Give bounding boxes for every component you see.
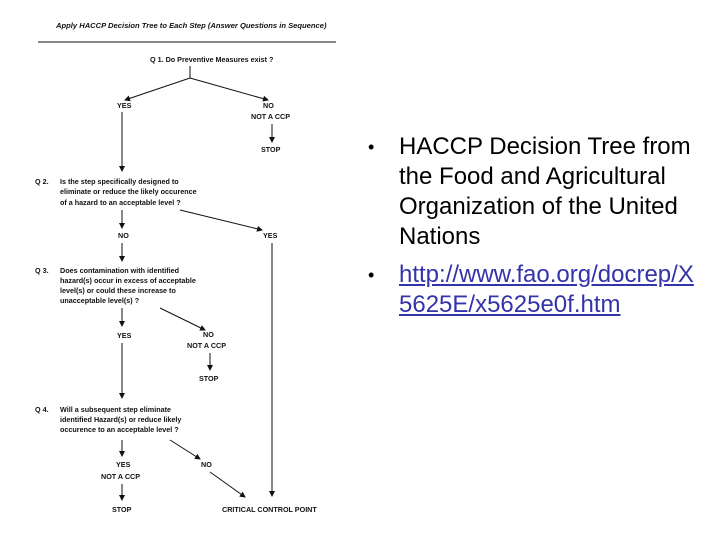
q2-line-1: Is the step specifically designed to: [60, 177, 179, 186]
tree-title: Apply HACCP Decision Tree to Each Step (Answer Questions in Sequence): [56, 21, 327, 30]
q4-no-label: NO: [201, 460, 212, 469]
q3-no-arrow: [160, 308, 205, 330]
q4-line-1: Will a subsequent step eliminate: [60, 405, 171, 414]
q3-yes-label: YES: [117, 331, 132, 340]
bullet-list: [368, 132, 698, 328]
q1-text: Q 1. Do Preventive Measures exist ?: [150, 55, 274, 64]
q2-yes-label: YES: [263, 231, 278, 240]
ccp-label: CRITICAL CONTROL POINT: [222, 505, 317, 514]
q3-stop-label: STOP: [199, 374, 219, 383]
q4-line-3: occurence to an acceptable level ?: [60, 425, 179, 434]
q4-no-to-ccp-arrow: [210, 472, 245, 497]
q3-line-1: Does contamination with identified: [60, 266, 179, 275]
q4-stop-label: STOP: [112, 505, 132, 514]
haccp-decision-tree: [0, 0, 345, 540]
bullet-item-link: [368, 260, 698, 320]
q2-number: Q 2.: [35, 177, 49, 186]
q4-not-ccp-label: NOT A CCP: [101, 472, 140, 481]
q3-line-4: unacceptable level(s) ?: [60, 296, 140, 305]
q2-no-label: NO: [118, 231, 129, 240]
q1-yes-label: YES: [117, 101, 132, 110]
q4-number: Q 4.: [35, 405, 49, 414]
bullet-dot-icon: •: [368, 137, 375, 157]
q1-yes-arrow: [125, 78, 190, 100]
q3-number: Q 3.: [35, 266, 49, 275]
q4-no-arrow: [170, 440, 200, 459]
q3-line-3: level(s) or could these increase to: [60, 286, 176, 295]
q1-stop-label: STOP: [261, 145, 281, 154]
bullet-item-description: [368, 132, 698, 252]
q1-not-ccp-label: NOT A CCP: [251, 112, 290, 121]
q1-no-arrow: [190, 78, 268, 100]
q4-yes-label: YES: [116, 460, 131, 469]
q2-yes-arrow: [180, 210, 262, 230]
q3-not-ccp-label: NOT A CCP: [187, 341, 226, 350]
q2-line-3: of a hazard to an acceptable level ?: [60, 198, 181, 207]
q1-no-label: NO: [263, 101, 274, 110]
bullet-dot-icon: •: [368, 265, 375, 285]
fao-source-link[interactable]: http://www.fao.org/docrep/X5625E/x5625e0f.htm: [399, 261, 694, 318]
bullet-text-description: HACCP Decision Tree from the Food and Agricultural Organization of the United Nations: [399, 133, 691, 250]
q2-line-2: eliminate or reduce the likely occurence: [60, 187, 197, 196]
q3-line-2: hazard(s) occur in excess of acceptable: [60, 276, 196, 285]
q4-line-2: identified Hazard(s) or reduce likely: [60, 415, 182, 424]
q3-no-label: NO: [203, 330, 214, 339]
